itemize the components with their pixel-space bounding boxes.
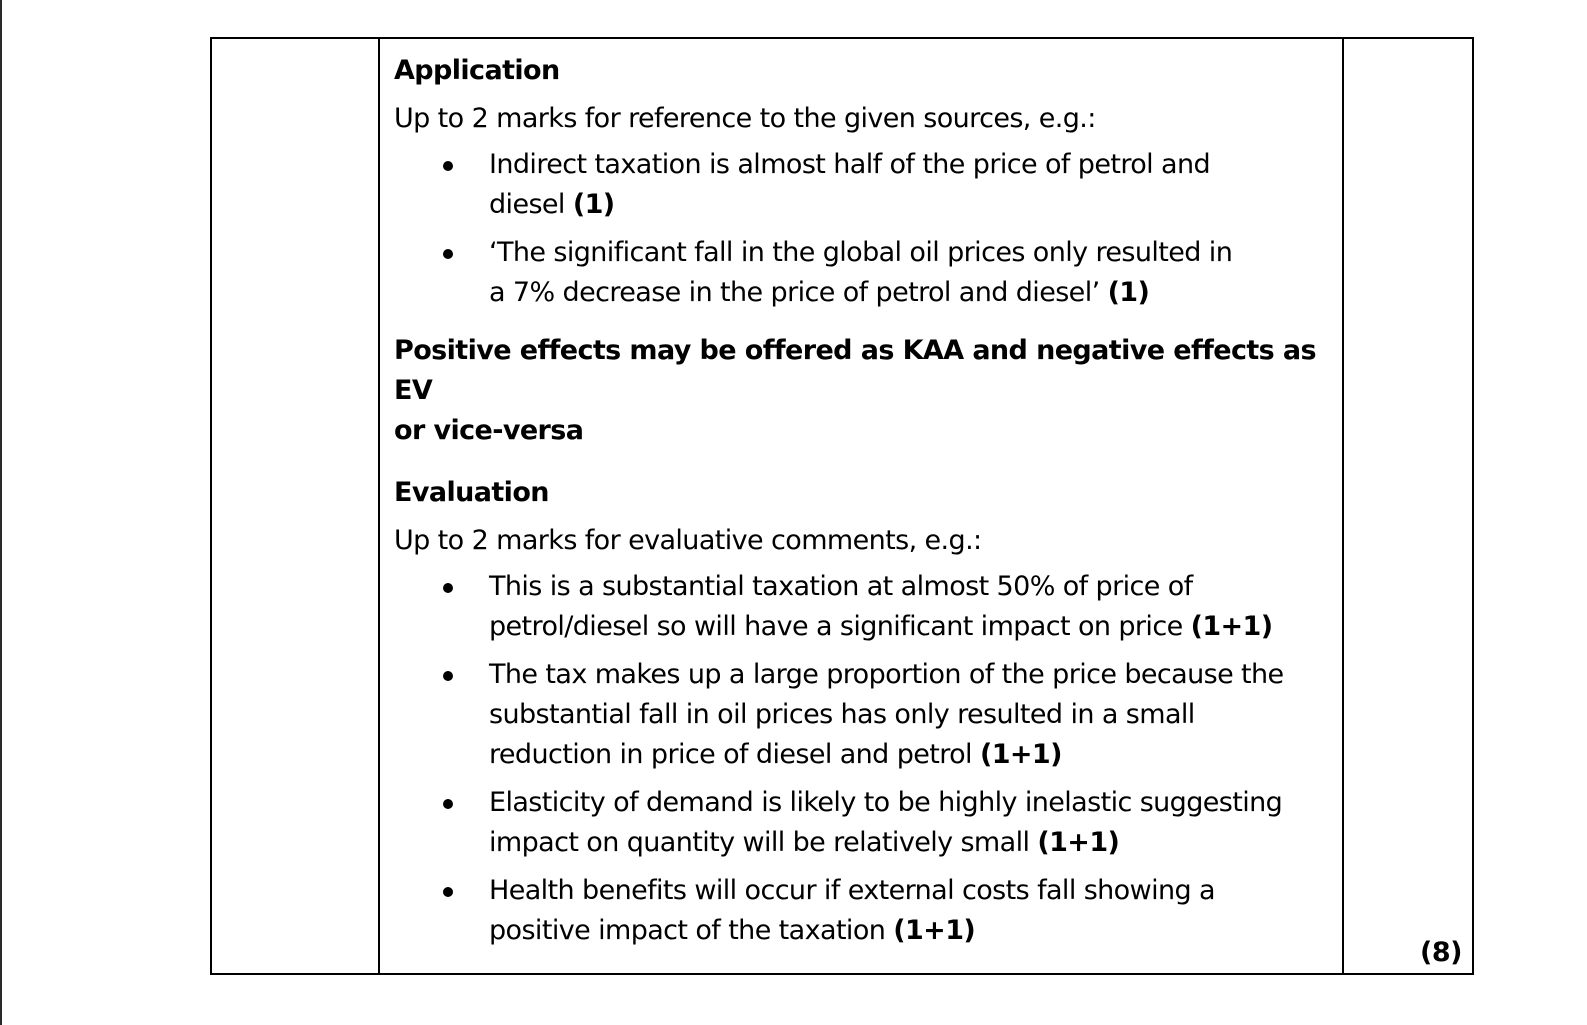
bullet-marks: (1+1)	[979, 739, 1062, 770]
bullet-text-line: positive impact of the taxation	[489, 915, 894, 946]
bullet-icon	[443, 249, 453, 259]
column-divider-left	[378, 39, 380, 973]
bullet-marks: (1+1)	[893, 915, 976, 946]
bullet-text-line: Health benefits will occur if external costs fall showing a	[489, 875, 1215, 906]
column-divider-right	[1342, 39, 1344, 973]
bullet-marks: (1)	[572, 189, 615, 220]
bullet-marks: (1+1)	[1190, 611, 1273, 642]
total-marks: (8)	[1420, 937, 1462, 968]
bullet-text-line: a 7% decrease in the price of petrol and diesel’	[489, 277, 1108, 308]
evaluation-bullet-list	[394, 567, 1339, 951]
bullet-text-line: The tax makes up a large proportion of the price because the	[489, 659, 1284, 690]
evaluation-bullet-3	[394, 783, 1339, 863]
evaluation-bullet-2	[394, 655, 1339, 775]
effects-note-line: Positive effects may be offered as KAA and negative effects as EV	[394, 335, 1317, 406]
page-left-border	[0, 0, 2, 1025]
application-intro: Up to 2 marks for reference to the given sources, e.g.:	[394, 103, 1096, 134]
bullet-icon	[443, 671, 453, 681]
application-bullet-1	[394, 145, 1339, 225]
bullet-text-line: substantial fall in oil prices has only resulted in a small	[489, 699, 1195, 730]
application-bullet-2	[394, 233, 1339, 313]
bullet-text-line: impact on quantity will be relatively small	[489, 827, 1038, 858]
bullet-marks: (1)	[1107, 277, 1150, 308]
mark-scheme-table	[210, 37, 1474, 975]
bullet-icon	[443, 161, 453, 171]
bullet-text-line: reduction in price of diesel and petrol	[489, 739, 980, 770]
bullet-icon	[443, 887, 453, 897]
application-bullet-list	[394, 145, 1339, 313]
bullet-text-line: ‘The significant fall in the global oil prices only resulted in	[489, 237, 1233, 268]
bullet-marks: (1+1)	[1037, 827, 1120, 858]
effects-note	[394, 331, 1339, 451]
bullet-text-line: This is a substantial taxation at almost 50% of price of	[489, 571, 1193, 602]
evaluation-intro: Up to 2 marks for evaluative comments, e.g.:	[394, 525, 982, 556]
effects-note-line: or vice-versa	[394, 415, 584, 446]
bullet-icon	[443, 799, 453, 809]
application-heading: Application	[394, 55, 560, 86]
evaluation-bullet-4	[394, 871, 1339, 951]
guidance-cell	[394, 51, 1339, 959]
evaluation-heading: Evaluation	[394, 477, 549, 508]
bullet-text-line: Indirect taxation is almost half of the price of petrol and	[489, 149, 1211, 180]
bullet-text-line: Elasticity of demand is likely to be highly inelastic suggesting	[489, 787, 1283, 818]
bullet-text-line: petrol/diesel so will have a significant impact on price	[489, 611, 1191, 642]
bullet-text-line: diesel	[489, 189, 573, 220]
bullet-icon	[443, 583, 453, 593]
evaluation-bullet-1	[394, 567, 1339, 647]
